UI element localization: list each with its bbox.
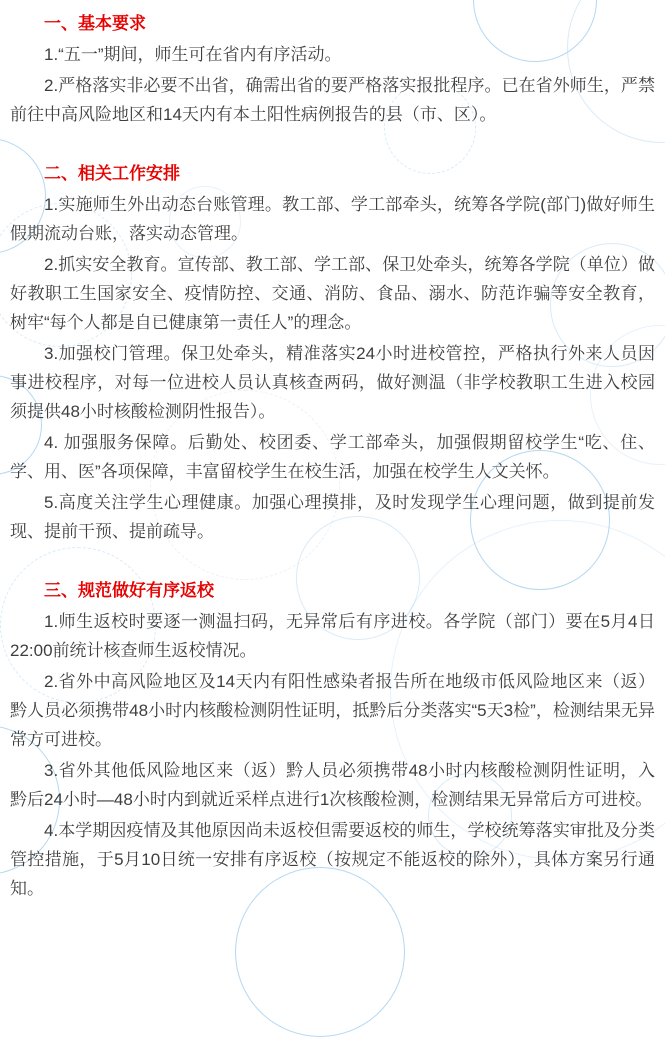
paragraph: 3.省外其他低风险地区来（返）黔人员必须携带48小时内核酸检测阴性证明，入黔后24小时—48小时内到就近采样点进行1次核酸检测，检测结果无异常后方可进校。 [10,761,655,809]
paragraph: 2.省外中高风险地区及14天内有阳性感染者报告所在地级市低风险地区来（返）黔人员必须携带48小时内核酸检测阴性证明，抵黔后分类落实“5天3检”，检测结果无异常方可进校。 [10,672,655,749]
section-heading: 二、相关工作安排 [44,164,180,183]
paragraph: 1.“五一”期间，师生可在省内有序活动。 [44,45,342,64]
section-basic-requirements [10,9,655,129]
paragraph: 4.本学期因疫情及其他原因尚未返校但需要返校的师生，学校统筹落实审批及分类管控措施，于5月10日统一安排有序返校（按规定不能返校的除外），具体方案另行通知。 [10,821,655,898]
paragraph: 5.高度关注学生心理健康。加强心理摸排，及时发现学生心理问题，做到提前发现、提前干预、提前疏导。 [10,493,655,541]
section-work-arrangements [10,159,655,546]
paragraph: 2.抓实安全教育。宣传部、教工部、学工部、保卫处牵头，统筹各学院（单位）做好教职工生国家安全、疫情防控、交通、消防、食品、溺水、防范诈骗等安全教育，树牢“每个人都是自已健康第一责任人”的理念。 [10,255,655,332]
paragraph: 1.师生返校时要逐一测温扫码，无异常后有序进校。各学院（部门）要在5月4日22:00前统计核查师生返校情况。 [10,612,655,660]
paragraph: 1.实施师生外出动态台账管理。教工部、学工部牵头，统筹各学院(部门)做好师生假期流动台账，落实动态管理。 [10,195,655,243]
section-heading: 三、规范做好有序返校 [44,581,214,600]
paragraph: 4. 加强服务保障。后勤处、校团委、学工部牵头，加强假期留校学生“吃、住、学、用、医”各项保障，丰富留校学生在校生活，加强在校学生人文关怀。 [10,433,655,481]
section-heading: 一、基本要求 [44,14,146,33]
paragraph: 3.加强校门管理。保卫处牵头，精准落实24小时进校管控，严格执行外来人员因事进校程序，对每一位进校人员认真核查两码，做好测温（非学校教职工生进入校园须提供48小时核酸检测阴性报告）。 [10,344,655,421]
paragraph: 2.严格落实非必要不出省，确需出省的要严格落实报批程序。已在省外师生，严禁前往中高风险地区和14天内有本土阳性病例报告的县（市、区）。 [10,76,655,124]
section-orderly-return [10,576,655,903]
